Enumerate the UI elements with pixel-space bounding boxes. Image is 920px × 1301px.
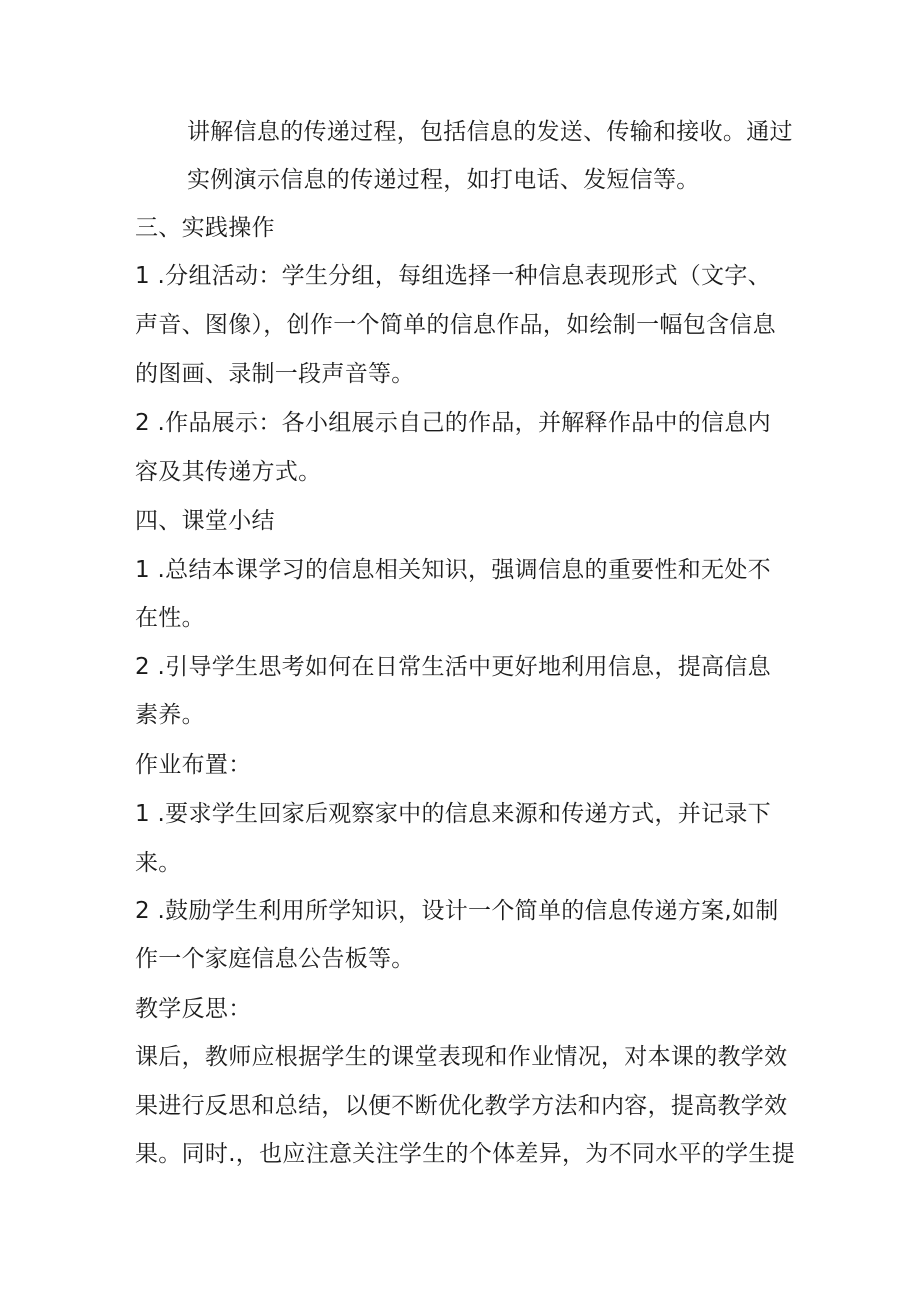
text-line: 1 .总结本课学习的信息相关知识，强调信息的重要性和无处不 xyxy=(135,557,771,583)
text-line: 在性。 xyxy=(135,605,205,631)
section-heading: 作业布置： xyxy=(135,752,252,778)
text-line: 2 .引导学生思考如何在日常生活中更好地利用信息，提高信息 xyxy=(135,654,771,680)
text-line: 课后，教师应根据学生的课堂表现和作业情况，对本课的教学效 xyxy=(135,1044,788,1070)
section-heading: 四、课堂小结 xyxy=(135,508,275,534)
text-line: 的图画、录制一段声音等。 xyxy=(135,361,415,387)
text-line: 果。同时.，也应注意关注学生的个体差异，为不同水平的学生提 xyxy=(135,1141,796,1167)
text-line: 2 .作品展示：各小组展示自己的作品，并解释作品中的信息内 xyxy=(135,410,771,436)
text-line: 容及其传递方式。 xyxy=(135,459,322,485)
section-heading: 教学反思： xyxy=(135,996,252,1022)
text-line: 实例演示信息的传递过程，如打电话、发短信等。 xyxy=(187,167,700,193)
section-heading: 三、实践操作 xyxy=(135,215,275,241)
text-line: 2 .鼓励学生利用所学知识，设计一个简单的信息传递方案,如制 xyxy=(135,898,779,924)
text-line: 果进行反思和总结，以便不断优化教学方法和内容，提高教学效 xyxy=(135,1093,788,1119)
text-line: 素养。 xyxy=(135,702,205,728)
text-line: 来。 xyxy=(135,850,182,876)
text-line: 声音、图像），创作一个简单的信息作品，如绘制一幅包含信息 xyxy=(135,312,776,338)
text-line: 1 .要求学生回家后观察家中的信息来源和传递方式，并记录下 xyxy=(135,801,771,827)
text-line: 作一个家庭信息公告板等。 xyxy=(135,946,415,972)
text-line: 讲解信息的传递过程，包括信息的发送、传输和接收。通过 xyxy=(187,119,793,145)
text-line: 1 .分组活动：学生分组，每组选择一种信息表现形式（文字、 xyxy=(135,263,771,289)
